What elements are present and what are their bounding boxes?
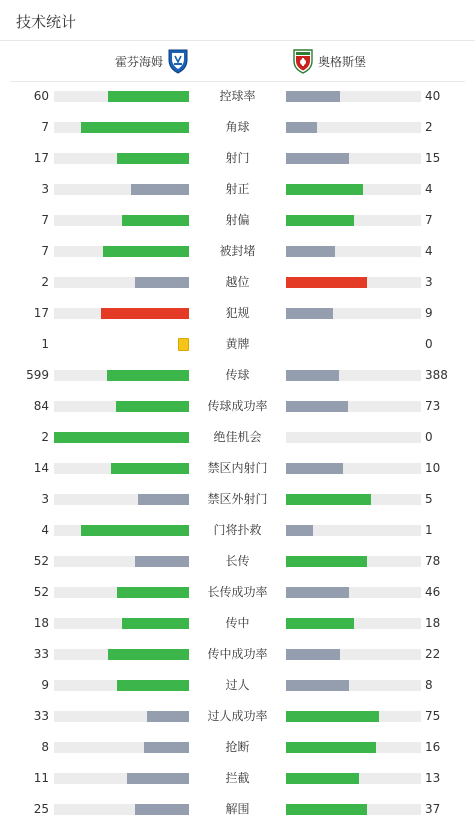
away-value: 18 xyxy=(425,616,441,630)
stat-row xyxy=(0,329,475,360)
home-bar-track xyxy=(54,432,189,443)
home-value: 7 xyxy=(41,213,49,227)
stat-row xyxy=(0,360,475,391)
team-header xyxy=(10,41,465,82)
away-bar-track xyxy=(286,91,421,102)
home-team[interactable] xyxy=(115,41,189,81)
home-bar-track xyxy=(54,215,189,226)
home-bar-fill xyxy=(116,401,189,412)
stat-label: 射正 xyxy=(225,182,250,196)
stat-row xyxy=(0,577,475,608)
home-bar-fill xyxy=(147,711,189,722)
stat-row xyxy=(0,608,475,639)
stat-label: 传中 xyxy=(225,616,250,630)
home-bar-fill xyxy=(122,618,190,629)
home-value: 7 xyxy=(41,120,49,134)
home-bar-track xyxy=(54,308,189,319)
away-value: 37 xyxy=(425,802,441,816)
away-bar-fill xyxy=(286,587,349,598)
stat-label: 被封堵 xyxy=(219,244,256,258)
home-value: 8 xyxy=(41,740,49,754)
away-bar-fill xyxy=(286,184,363,195)
home-bar-track xyxy=(54,556,189,567)
away-bar-track xyxy=(286,153,421,164)
home-value: 1 xyxy=(41,337,49,351)
home-bar-fill xyxy=(108,91,189,102)
stat-row xyxy=(0,546,475,577)
away-bar-track xyxy=(286,804,421,815)
stat-row xyxy=(0,267,475,298)
stat-row xyxy=(0,205,475,236)
stat-label: 过人成功率 xyxy=(207,709,268,723)
away-bar-fill xyxy=(286,618,354,629)
away-value: 13 xyxy=(425,771,441,785)
stat-row xyxy=(0,763,475,794)
stat-label: 传中成功率 xyxy=(207,647,268,661)
home-bar-fill xyxy=(135,556,189,567)
augsburg-crest-icon xyxy=(292,48,314,74)
away-bar-fill xyxy=(286,804,367,815)
away-bar-fill xyxy=(286,463,343,474)
stat-label: 绝佳机会 xyxy=(213,430,262,444)
home-bar-fill xyxy=(107,370,189,381)
home-bar-track xyxy=(54,246,189,257)
away-bar-track xyxy=(286,184,421,195)
stat-label: 拦截 xyxy=(225,771,250,785)
away-value: 46 xyxy=(425,585,441,599)
away-bar-fill xyxy=(286,215,354,226)
away-bar-track xyxy=(286,773,421,784)
away-bar-track xyxy=(286,742,421,753)
stat-label: 控球率 xyxy=(219,89,256,103)
section-header xyxy=(0,0,475,41)
home-value: 9 xyxy=(41,678,49,692)
home-bar-fill xyxy=(108,649,189,660)
stat-label: 角球 xyxy=(225,120,250,134)
home-value: 3 xyxy=(41,492,49,506)
away-value: 40 xyxy=(425,89,441,103)
away-bar-fill xyxy=(286,153,349,164)
home-bar-track xyxy=(54,494,189,505)
stat-label: 射偏 xyxy=(225,213,250,227)
away-value: 7 xyxy=(425,213,433,227)
home-bar-fill xyxy=(103,246,189,257)
stat-row xyxy=(0,639,475,670)
home-bar-track xyxy=(54,184,189,195)
away-bar-track xyxy=(286,215,421,226)
home-bar-track xyxy=(54,525,189,536)
away-value: 4 xyxy=(425,244,433,258)
home-bar-track xyxy=(54,370,189,381)
home-bar-track xyxy=(54,339,189,350)
stat-row xyxy=(0,670,475,701)
away-bar-track xyxy=(286,246,421,257)
away-bar-fill xyxy=(286,401,348,412)
away-bar-track xyxy=(286,649,421,660)
home-bar-fill xyxy=(81,525,189,536)
away-value: 78 xyxy=(425,554,441,568)
away-bar-fill xyxy=(286,494,371,505)
home-bar-track xyxy=(54,463,189,474)
away-bar-fill xyxy=(286,711,379,722)
away-value: 10 xyxy=(425,461,441,475)
away-bar-fill xyxy=(286,680,349,691)
home-bar-track xyxy=(54,91,189,102)
stat-row xyxy=(0,701,475,732)
away-bar-fill xyxy=(286,277,367,288)
away-value: 4 xyxy=(425,182,433,196)
away-bar-fill xyxy=(286,246,335,257)
home-value: 33 xyxy=(33,709,49,723)
away-value: 8 xyxy=(425,678,433,692)
away-bar-fill xyxy=(286,525,313,536)
stat-row xyxy=(0,174,475,205)
away-value: 1 xyxy=(425,523,433,537)
away-bar-fill xyxy=(286,742,376,753)
away-value: 22 xyxy=(425,647,441,661)
home-bar-fill xyxy=(131,184,189,195)
home-bar-fill xyxy=(127,773,189,784)
stat-row xyxy=(0,298,475,329)
stat-label: 过人 xyxy=(225,678,250,692)
away-value: 3 xyxy=(425,275,433,289)
away-bar-track xyxy=(286,339,421,350)
stat-row xyxy=(0,453,475,484)
home-bar-track xyxy=(54,804,189,815)
home-value: 14 xyxy=(33,461,49,475)
stat-row xyxy=(0,484,475,515)
home-bar-track xyxy=(54,680,189,691)
stat-row xyxy=(0,422,475,453)
away-bar-fill xyxy=(286,649,340,660)
away-bar-track xyxy=(286,587,421,598)
away-value: 73 xyxy=(425,399,441,413)
home-bar-track xyxy=(54,773,189,784)
home-value: 4 xyxy=(41,523,49,537)
away-value: 5 xyxy=(425,492,433,506)
home-bar-fill xyxy=(111,463,189,474)
stat-label: 解围 xyxy=(225,802,250,816)
home-value: 2 xyxy=(41,275,49,289)
home-bar-track xyxy=(54,122,189,133)
stat-label: 长传成功率 xyxy=(207,585,268,599)
away-bar-track xyxy=(286,556,421,567)
away-value: 75 xyxy=(425,709,441,723)
away-value: 2 xyxy=(425,120,433,134)
stat-row xyxy=(0,794,475,825)
stat-label: 禁区内射门 xyxy=(207,461,268,475)
home-bar-track xyxy=(54,618,189,629)
stats-list xyxy=(0,81,475,825)
stat-label: 禁区外射门 xyxy=(207,492,268,506)
home-bar-track xyxy=(54,711,189,722)
away-bar-track xyxy=(286,711,421,722)
stat-label: 射门 xyxy=(225,151,250,165)
away-bar-fill xyxy=(286,556,367,567)
home-value: 84 xyxy=(33,399,49,413)
away-bar-track xyxy=(286,463,421,474)
away-bar-track xyxy=(286,618,421,629)
home-bar-track xyxy=(54,742,189,753)
home-bar-fill xyxy=(135,804,189,815)
home-value: 33 xyxy=(33,647,49,661)
stat-label: 犯规 xyxy=(225,306,250,320)
home-bar-fill xyxy=(122,215,190,226)
away-bar-track xyxy=(286,308,421,319)
stat-row xyxy=(0,732,475,763)
stat-label: 传球成功率 xyxy=(207,399,268,413)
away-bar-track xyxy=(286,680,421,691)
home-value: 3 xyxy=(41,182,49,196)
away-bar-track xyxy=(286,525,421,536)
home-value: 60 xyxy=(33,89,49,103)
stat-row xyxy=(0,236,475,267)
home-bar-track xyxy=(54,401,189,412)
stat-row xyxy=(0,81,475,112)
stat-row xyxy=(0,143,475,174)
home-bar-track xyxy=(54,277,189,288)
home-value: 17 xyxy=(33,306,49,320)
away-value: 9 xyxy=(425,306,433,320)
away-bar-track xyxy=(286,494,421,505)
home-value: 599 xyxy=(26,368,49,382)
home-value: 52 xyxy=(33,554,49,568)
home-bar-fill xyxy=(144,742,189,753)
away-value: 388 xyxy=(425,368,448,382)
home-bar-fill xyxy=(101,308,189,319)
home-bar-fill xyxy=(135,277,189,288)
away-bar-track xyxy=(286,401,421,412)
away-bar-fill xyxy=(286,308,333,319)
home-value: 7 xyxy=(41,244,49,258)
away-value: 0 xyxy=(425,337,433,351)
hoffenheim-crest-icon xyxy=(167,48,189,74)
home-value: 25 xyxy=(33,802,49,816)
away-bar-track xyxy=(286,277,421,288)
home-bar-fill xyxy=(117,587,189,598)
away-bar-fill xyxy=(286,773,359,784)
away-bar-track xyxy=(286,432,421,443)
away-team-name: 奥格斯堡 xyxy=(318,54,367,69)
home-bar-fill xyxy=(81,122,189,133)
home-bar-track xyxy=(54,587,189,598)
home-value: 18 xyxy=(33,616,49,630)
away-bar-fill xyxy=(286,122,317,133)
stat-row xyxy=(0,391,475,422)
home-value: 11 xyxy=(33,771,49,785)
away-bar-fill xyxy=(286,370,339,381)
home-value: 17 xyxy=(33,151,49,165)
home-bar-fill xyxy=(54,432,189,443)
home-bar-track xyxy=(54,649,189,660)
away-bar-fill xyxy=(286,91,340,102)
stat-label: 抢断 xyxy=(225,740,250,754)
stat-label: 越位 xyxy=(225,275,250,289)
away-value: 15 xyxy=(425,151,441,165)
home-bar-fill xyxy=(138,494,189,505)
away-bar-track xyxy=(286,370,421,381)
stat-label: 长传 xyxy=(225,554,250,568)
home-value: 52 xyxy=(33,585,49,599)
home-bar-fill xyxy=(117,153,189,164)
home-value: 2 xyxy=(41,430,49,444)
page-title: 技术统计 xyxy=(16,13,77,31)
away-value: 16 xyxy=(425,740,441,754)
home-bar-track xyxy=(54,153,189,164)
stat-label: 传球 xyxy=(225,368,250,382)
home-bar-fill xyxy=(117,680,189,691)
home-team-name: 霍芬海姆 xyxy=(114,54,163,69)
away-value: 0 xyxy=(425,430,433,444)
stat-row xyxy=(0,112,475,143)
stat-row xyxy=(0,515,475,546)
stat-label: 门将扑救 xyxy=(213,523,262,537)
stat-label: 黄牌 xyxy=(225,337,250,351)
away-bar-track xyxy=(286,122,421,133)
away-team[interactable] xyxy=(292,41,366,81)
